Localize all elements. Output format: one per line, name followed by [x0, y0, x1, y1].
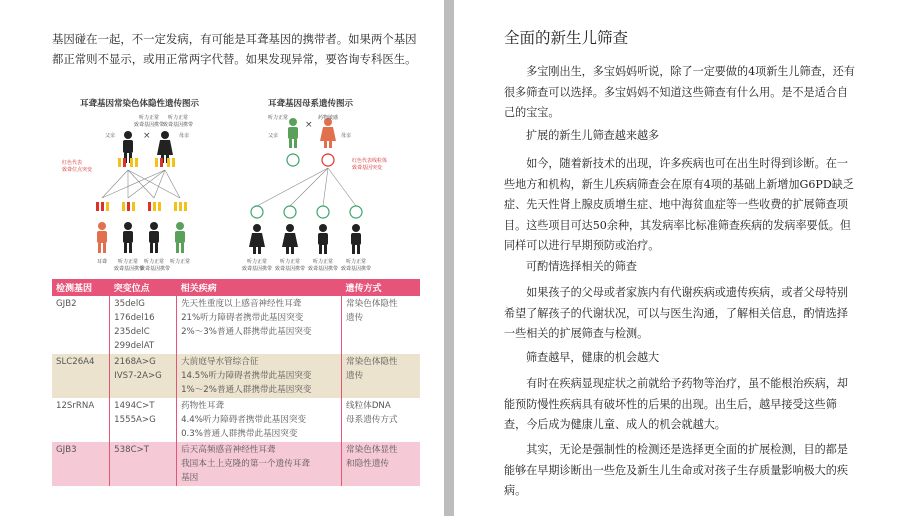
father-label-left: 父亲 — [105, 133, 116, 139]
father-status-right: 听力正常 — [268, 115, 289, 121]
sites-cell — [110, 296, 177, 354]
sites-cell — [110, 354, 177, 398]
child-status-label: 听力正常 致聋基因携带 — [140, 259, 171, 272]
mother-status-right: 药物敏感 — [318, 115, 339, 121]
gene-cell: GJB2 — [52, 296, 110, 354]
mode: 和隐性遗传 — [346, 459, 390, 469]
paragraph-5: 其实，无论是强制性的检测还是选择更全面的扩展检测，目的都是能够在早期诊断出一些危及新生儿生命或对孩子生存质量影响极大的疾病。 — [504, 443, 848, 497]
mode: 线粒体DNA — [346, 401, 391, 411]
subheading-1: 扩展的新生儿筛查越来越多 — [526, 129, 660, 142]
mother-figure — [157, 131, 173, 163]
disease: 基因 — [181, 473, 199, 483]
site: 299delAT — [114, 341, 155, 351]
disease: 先天性重度以上感音神经性耳聋 — [181, 299, 302, 309]
mother-label-left: 母亲 — [179, 133, 190, 139]
table-row — [52, 398, 420, 442]
child-figure — [351, 224, 361, 254]
child-figure — [97, 222, 107, 253]
disease: 21%听力障碍者携带此基因突变 — [181, 313, 304, 323]
gene-cell: SLC26A4 — [52, 354, 110, 398]
disease-cell — [177, 296, 342, 354]
site: 1494C>T — [114, 401, 155, 411]
header-mode: 遗传方式 — [342, 279, 420, 296]
child-figure — [175, 222, 185, 253]
figure-left-title: 耳聋基因常染色体隐性遗传图示 — [80, 99, 200, 109]
disease-cell — [177, 398, 342, 442]
mode: 常染色体隐性 — [346, 357, 398, 367]
intro-paragraph: 基因碰在一起，不一定发病，有可能是耳聋基因的携带者。如果两个基因都正常则不显示，或用正常两字代替。如果发现异常，要咨询专科医生。 — [52, 32, 417, 66]
child-figure — [318, 224, 328, 254]
paragraph-4: 有时在疾病显现症状之前就给予药物等治疗，虽不能根治疾病，却能预防慢性疾病具有破坏性的后果的出现。出生后，越早接受这些筛查，今后成为健康儿童、成人的机会就越大。 — [504, 377, 848, 431]
child-status-label: 听力正常 致聋基因携带 — [275, 259, 306, 272]
table-header-row — [52, 279, 420, 296]
gene-cell: GJB3 — [52, 442, 110, 486]
sites-cell — [110, 442, 177, 486]
subheading-2: 可酌情选择相关的筛查 — [526, 260, 637, 273]
autosomal-recessive-diagram — [96, 131, 190, 253]
child-figure — [123, 222, 133, 253]
child-status-label: 耳聋 — [96, 259, 107, 265]
site: 2168A>G — [114, 357, 156, 367]
right-page — [454, 0, 899, 516]
child-figure — [282, 224, 298, 254]
mode-cell — [342, 398, 420, 442]
cross-left: × — [143, 131, 151, 141]
header-gene: 检测基因 — [52, 279, 110, 296]
sites-cell — [110, 398, 177, 442]
mother-chromosomes — [155, 158, 175, 167]
red-note-right: 红色代表线粒体 致聋基因突变 — [352, 158, 388, 171]
disease: 后天高频感音神经性耳聋 — [181, 445, 276, 455]
gene-table — [52, 279, 420, 486]
table-row — [52, 442, 420, 486]
mode: 母系遗传方式 — [346, 415, 398, 425]
mother-mito — [322, 154, 334, 166]
father-mito — [287, 154, 299, 166]
mode: 常染色体隐性 — [346, 299, 398, 309]
disease-cell — [177, 442, 342, 486]
child-status-label: 听力正常 致聋基因携带 — [308, 259, 339, 272]
cross-right: × — [305, 120, 313, 130]
child-figure — [149, 222, 159, 253]
father-label-right: 父亲 — [268, 133, 279, 139]
site: 35delG — [114, 299, 145, 309]
red-note-left: 红色代表 致聋位点突变 — [62, 160, 93, 173]
paragraph-1: 多宝刚出生，多宝妈妈听说，除了一定要做的4项新生儿筛查，还有很多筛查可以选择。多宝妈妈不知道这些筛查有什么用。是不是适合自己的宝宝。 — [504, 65, 855, 119]
mode-cell — [342, 442, 420, 486]
paragraph-3: 如果孩子的父母或者家族内有代谢疾病或遗传疾病，或者父母特别希望了解孩子的代谢状况，可以与医生沟通，了解相关信息，酌情选择一些相关的扩展筛查与检测。 — [504, 286, 848, 340]
inheritance-arrows — [102, 170, 180, 198]
page-divider — [444, 0, 454, 516]
mode-cell — [342, 296, 420, 354]
mother-status-left: 听力正常 致聋基因携带 — [163, 115, 194, 128]
table-row — [52, 296, 420, 354]
maternal-arrows — [257, 168, 356, 206]
disease: 4.4%听力障碍者携带此基因突变 — [181, 415, 307, 425]
child-status-label: 听力正常 — [169, 259, 190, 265]
child-status-label: 听力正常 致聋基因携带 — [341, 259, 372, 272]
subheading-3: 筛查越早，健康的机会越大 — [526, 351, 660, 364]
paragraph-2: 如今，随着新技术的出现，许多疾病也可在出生时得到诊断。在一些地方和机构，新生儿疾病筛查会在原有4项的基础上新增加G6PD缺乏症、先天性肾上腺皮质增生症、地中海贫血症等一些收费的扩展筛查项目。这些项目可达50余种，其发病率比标准筛查疾病的发病率要低。但同样可以进行早期预防或治疗。 — [504, 157, 854, 252]
disease: 药物性耳聋 — [181, 401, 225, 411]
table-row — [52, 354, 420, 398]
child-status-label: 听力正常 致聋基因携带 — [242, 259, 273, 272]
children-mito — [251, 206, 362, 218]
header-disease: 相关疾病 — [177, 279, 342, 296]
left-page — [0, 0, 444, 516]
disease-cell — [177, 354, 342, 398]
site: 538C>T — [114, 445, 150, 455]
mother-label-right: 母亲 — [341, 133, 352, 139]
gene-cell: 12SrRNA — [52, 398, 110, 442]
child-status-label: 听力正常 致聋基因携带 — [114, 259, 145, 272]
children-chromosomes — [96, 202, 187, 211]
disease: 我国本土上克隆的第一个遗传耳聋 — [181, 459, 310, 469]
site: 176del16 — [114, 313, 155, 323]
site: 235delC — [114, 327, 150, 337]
disease: 0.3%普通人群携带此基因突变 — [181, 429, 298, 439]
site: IVS7-2A>G — [114, 371, 162, 381]
disease: 1%～2%普通人群携带此基因突变 — [181, 385, 312, 395]
mode: 常染色体显性 — [346, 445, 398, 455]
mode-cell — [342, 354, 420, 398]
father-status-left: 听力正常 致聋基因携带 — [134, 115, 165, 128]
mother-figure-pink — [320, 118, 336, 148]
mode: 遗传 — [346, 371, 364, 381]
disease: 大前庭导水管综合征 — [181, 357, 259, 367]
father-figure-green — [288, 118, 298, 148]
mode: 遗传 — [346, 313, 364, 323]
child-figure — [249, 224, 265, 254]
site: 1555A>G — [114, 415, 156, 425]
header-site: 突变位点 — [110, 279, 177, 296]
inheritance-figure — [0, 0, 444, 280]
disease: 2%～3%普通人群携带此基因突变 — [181, 327, 312, 337]
page-title: 全面的新生儿筛查 — [504, 29, 629, 47]
figure-right-title: 耳聋基因母系遗传图示 — [268, 99, 354, 109]
father-chromosomes — [118, 158, 138, 167]
disease: 14.5%听力障碍者携带此基因突变 — [181, 371, 312, 381]
